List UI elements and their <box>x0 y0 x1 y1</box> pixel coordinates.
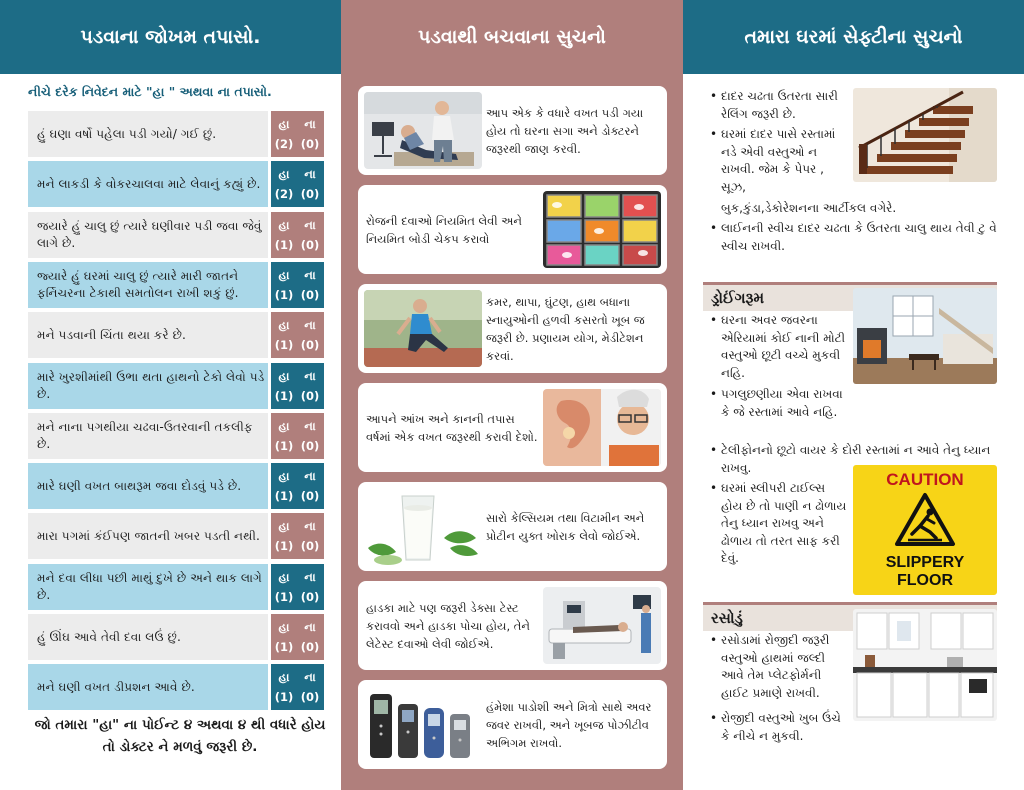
answer-box[interactable] <box>271 161 324 207</box>
tip-card <box>358 284 667 373</box>
drawing-room-bullet: • ઘરમાં સ્લીપરી ટાઈલ્સ હોય છે તો પાણી ન ઢોળાય તેનુ ધ્યાન રાખવુ અને ઢોળાય તો તરત સાફ કરી દેવું. <box>710 481 847 565</box>
yes-points: (2) <box>274 187 294 202</box>
no-option[interactable]: ના <box>304 167 316 182</box>
question-row <box>28 413 324 459</box>
caution-slippery-floor-sign <box>853 465 997 595</box>
pill-organizer-image <box>543 191 661 268</box>
elderly-exercise-image <box>364 290 482 367</box>
question-row <box>28 513 324 559</box>
milk-glass-image <box>364 488 482 565</box>
no-option[interactable]: ના <box>304 267 316 282</box>
question-row <box>28 262 324 308</box>
no-points: (0) <box>300 640 320 654</box>
no-points: (0) <box>300 187 320 202</box>
tip-text: કમર, થાપા, ઘુંટણ, હાથ બધાના સ્નાયુઓની હળવી કસરતો ખૂબ જ જરૂરી છે. પ્રણાયમ યોગ, મેડીટેશન કરવાં. <box>486 294 645 363</box>
home-safety-panel <box>683 0 1024 790</box>
dexa-scan-image <box>543 587 661 664</box>
no-points: (0) <box>300 438 320 453</box>
no-points: (0) <box>300 237 320 252</box>
no-points: (0) <box>300 539 320 554</box>
yes-points: (1) <box>274 589 294 604</box>
drawing-room-bullet: • ટેલીફોનનો છૂટો વાયર કે દોરી રસ્તામાં ન આવે તેનુ ધ્યાન રાખવુ. <box>710 443 991 475</box>
tip-text: આપ એક કે વધારે વખત પડી ગયા હોય તો ઘરના સગા અને ડોક્ટરને જરૂરથી જાણ કરવી. <box>486 105 644 156</box>
question-row <box>28 161 324 207</box>
no-points: (0) <box>300 690 320 705</box>
question-text: મને ઘણી વખત ડીપ્રશન આવે છે. <box>28 664 268 710</box>
tip-text: રોજની દવાઓ નિયમિત લેવી અને નિયમિત બોડી ચેકપ કરાવો <box>366 213 522 246</box>
home-safety-header: તમારા ઘરમાં સેફ્ટીના સુચનો <box>683 0 1024 74</box>
stairs-bullet: • દાદર ચઢતા ઉતરતા સારી રેલિંગ જરૂરી છે. <box>710 89 838 121</box>
tip-card <box>358 581 667 670</box>
stairs-bullet: • ઘરમાં દાદર પાસે રસ્તામાં નડે એવી વસ્તુઓ ન રાખવી. જેમ કે પેપર , સૂઝ, <box>710 127 836 194</box>
no-points: (0) <box>300 338 320 353</box>
answer-box[interactable] <box>271 664 324 710</box>
yes-points: (2) <box>274 137 294 151</box>
question-row <box>28 564 324 610</box>
slipping-person-icon <box>894 492 956 548</box>
question-text: મારે ઘણી વખત બાથરૂમ જવા દોડવું પડે છે. <box>28 463 268 509</box>
yes-option[interactable]: હા <box>278 217 290 232</box>
yes-option[interactable]: હા <box>278 318 290 333</box>
question-row <box>28 363 324 409</box>
drawing-room-heading: ડ્રોઈંગરૂમ <box>703 285 997 311</box>
fallen-elderly-man-image <box>364 92 482 169</box>
fall-prevention-panel <box>341 0 683 790</box>
answer-box[interactable] <box>271 463 324 509</box>
yes-option[interactable]: હા <box>278 267 290 282</box>
stairs-bullet-continuation: બુક,કુંડા,ડેકોરેશનના આર્ટીકલ વગેરે. <box>721 201 897 215</box>
yes-option[interactable]: હા <box>278 620 290 634</box>
ear-eye-checkup-image <box>543 389 661 466</box>
doctor-advice-footer: જો તમારા "હા" ના પોઈન્ટ ૪ અથવા ૪ થી વધારે હોય તો ડોક્ટર ને મળવું જરૂરી છે. <box>34 717 326 755</box>
no-option[interactable]: ના <box>304 620 316 634</box>
no-option[interactable]: ના <box>304 569 316 584</box>
answer-box[interactable] <box>271 312 324 358</box>
tip-text: હંમેશા પાડોશી અને મિત્રો સાથે અવર જવર રાખવી, અને ખૂબજ પોઝીટીવ અભિગમ રાખવો. <box>486 699 652 750</box>
answer-box[interactable] <box>271 413 324 459</box>
no-points: (0) <box>300 137 320 151</box>
yes-option[interactable]: હા <box>278 569 290 584</box>
no-option[interactable]: ના <box>304 469 316 484</box>
question-text: હું ઘણા વર્ષો પહેલા પડી ગયો/ ગઈ છું. <box>28 111 268 157</box>
no-points: (0) <box>300 287 320 302</box>
yes-points: (1) <box>274 438 294 453</box>
tip-text: સારો કેલ્સિયમ તથા વિટામીન અને પ્રોટીન યુક્ત ખોરાક લેવો જોઈએ. <box>486 510 645 543</box>
yes-points: (1) <box>274 539 294 554</box>
drawing-room-image <box>853 288 997 384</box>
tip-text: હાડકા માટે પણ જરૂરી ડેક્સા ટેસ્ટ કરાવવો અને હાડકા પોચા હોય, તેને લેટેસ્ટ દવાઓ લેવી જોઈએ. <box>366 600 530 651</box>
yes-option[interactable]: હા <box>278 117 290 131</box>
no-points: (0) <box>300 489 320 504</box>
question-text: હું ઊંઘ આવે તેવી દવા લઉં છું. <box>28 614 268 660</box>
risk-check-instruction: નીચે દરેક નિવેદન માટે "હા " અથવા ના તપાસો. <box>28 84 272 99</box>
yes-option[interactable]: હા <box>278 418 290 433</box>
no-option[interactable]: ના <box>304 418 316 433</box>
kitchen-bullet: • રસોડામાં રોજીદી જરૂરી વસ્તુઓ હાથમાં જલ્દી આવે તેમ પ્લેટફોર્મની હાઈટ પ્રમાણે રાખવી. <box>710 633 830 700</box>
drawing-room-bullet: • પગલુછણીયા એવા રાખવા કે જે રસ્તામાં આવે નહિ. <box>710 387 843 419</box>
question-text: મને પડવાની ચિંતા થયા કરે છે. <box>28 312 268 358</box>
question-text: જયારે હું ચાલુ છું ત્યારે ઘણીવાર પડી જવા જેવું લાગે છે. <box>28 212 268 258</box>
question-row <box>28 312 324 358</box>
tip-card <box>358 383 667 472</box>
yes-points: (1) <box>274 690 294 705</box>
kitchen-image <box>853 609 997 721</box>
yes-option[interactable]: હા <box>278 368 290 383</box>
no-option[interactable]: ના <box>304 217 316 232</box>
fall-prevention-header: પડવાથી બચવાના સુચનો <box>341 0 683 74</box>
risk-check-panel <box>0 0 341 790</box>
yes-option[interactable]: હા <box>278 519 290 534</box>
mobile-phones-image <box>364 686 482 763</box>
caution-label: CAUTION <box>886 470 964 489</box>
yes-option[interactable]: હા <box>278 469 290 484</box>
answer-box[interactable] <box>271 614 324 660</box>
tip-text: આપને આંખ અને કાનની તપાસ વર્ષમાં એક વખત જરૂરથી કરાવી દેશો. <box>366 411 538 444</box>
tip-card <box>358 86 667 175</box>
question-row <box>28 111 324 157</box>
answer-box[interactable] <box>271 363 324 409</box>
no-points: (0) <box>300 589 320 604</box>
yes-points: (1) <box>274 237 294 252</box>
question-row <box>28 664 324 710</box>
no-option[interactable]: ના <box>304 368 316 383</box>
yes-points: (1) <box>274 338 294 353</box>
question-text: મને નાના પગથીયા ચઢવા-ઉતરવાની તકલીફ છે. <box>28 413 268 459</box>
no-option[interactable]: ના <box>304 318 316 333</box>
staircase-image <box>853 88 997 182</box>
question-row <box>28 614 324 660</box>
yes-points: (1) <box>274 640 294 654</box>
slippery-floor-label: SLIPPERY FLOOR <box>885 554 965 589</box>
yes-points: (1) <box>274 489 294 504</box>
answer-box[interactable] <box>271 262 324 308</box>
no-option[interactable]: ના <box>304 519 316 534</box>
yes-option[interactable]: હા <box>278 670 290 685</box>
tip-card <box>358 185 667 274</box>
risk-check-header: પડવાના જોખમ તપાસો. <box>0 0 341 74</box>
yes-option[interactable]: હા <box>278 167 290 182</box>
kitchen-bullet: • રોજીદી વસ્તુઓ ખુબ ઉંચે કે નીચે ન મુકવી. <box>710 711 841 743</box>
answer-box[interactable] <box>271 212 324 258</box>
answer-box[interactable] <box>271 513 324 559</box>
tip-card <box>358 482 667 571</box>
answer-box[interactable] <box>271 564 324 610</box>
yes-points: (1) <box>274 388 294 403</box>
question-text: મારા પગમાં કંઈપણ જાતની ખબર પડતી નથી. <box>28 513 268 559</box>
answer-box[interactable] <box>271 111 324 157</box>
question-text: મારે ખુરશીમાંથી ઉભા થતા હાથનો ટેકો લેવો પડે છે. <box>28 363 268 409</box>
kitchen-heading: રસોડું <box>703 605 997 631</box>
no-points: (0) <box>300 388 320 403</box>
no-option[interactable]: ના <box>304 117 316 131</box>
drawing-room-bullet: • ઘરના અવર જવરના એરિયામાં કોઈ નાની મોટી વસ્તુઓ છૂટી વચ્ચે મુકવી નહિ. <box>710 313 846 380</box>
no-option[interactable]: ના <box>304 670 316 685</box>
question-text: જ્યારે હું ઘરમાં ચાલુ છું ત્યારે મારી જાતને ફર્નિચરના ટેકાથી સમતોલન રાખી શકું છું. <box>28 262 268 308</box>
question-row <box>28 463 324 509</box>
question-text: મને દવા લીધા પછી માથું દુખે છે અને થાક લાગે છે. <box>28 564 268 610</box>
question-row <box>28 212 324 258</box>
yes-points: (1) <box>274 287 294 302</box>
question-text: મને લાકડી કે વોકરચાલવા માટે લેવાનું કહ્યું છે. <box>28 161 268 207</box>
tip-card <box>358 680 667 769</box>
stairs-bullet: • લાઈનની સ્વીચ દાદર ચઢતા કે ઉતરતા ચાલુ થાય તેવી ટુ વે સ્વીચ રાખવી. <box>710 221 997 253</box>
